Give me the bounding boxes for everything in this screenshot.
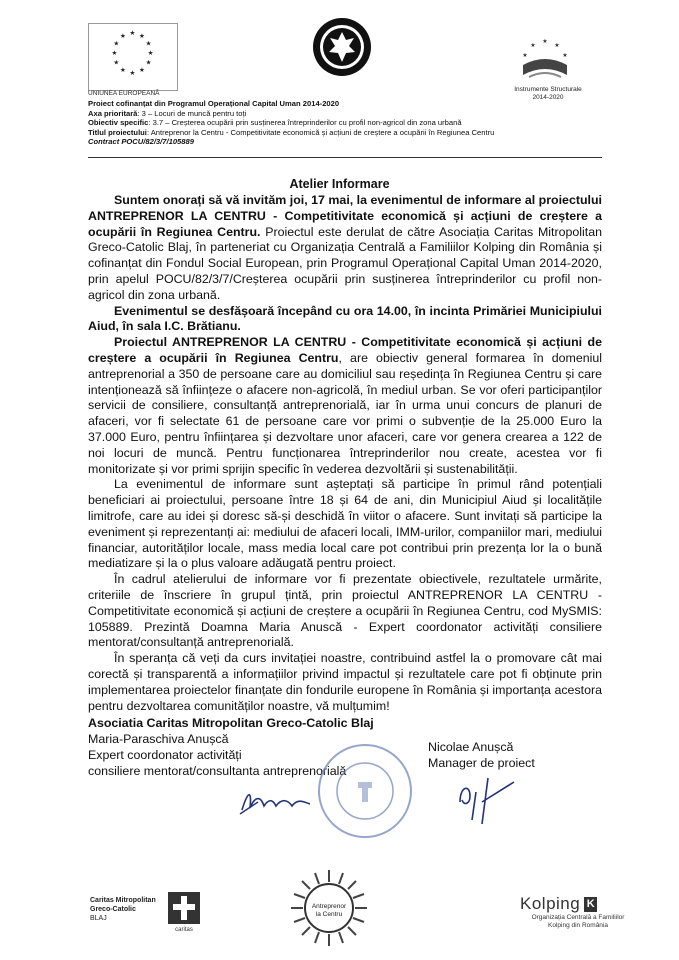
specific-objective-value: : 3.7 – Creșterea ocupării prin susținerea întreprinderilor cu profil non-agricol din zona urbană	[148, 118, 462, 128]
svg-text:★: ★	[113, 59, 120, 67]
svg-text:★: ★	[120, 32, 126, 40]
organization-name: Asociatia Caritas Mitropolitan Greco-Catolic Blaj	[88, 716, 374, 730]
eu-label: UNIUNEA EUROPEANĂ	[88, 90, 160, 97]
paragraph-invitation	[88, 193, 602, 304]
kolping-subtitle-line1: Organizația Centrală a Familiilor	[531, 914, 625, 921]
document-body	[88, 193, 602, 714]
caritas-footer-line2: Greco-Catolic	[90, 906, 136, 913]
organization-stamp-icon	[316, 742, 414, 840]
svg-text:★: ★	[113, 40, 120, 48]
svg-text:★: ★	[145, 40, 152, 48]
right-signatory-name: Nicolae Anușcă	[428, 740, 514, 754]
contract-number: Contract POCU/82/3/7/105889	[88, 137, 194, 147]
location-bold: Evenimentul se desfășoară începând cu ora 14.00, în incinta Primăriei Municipiului Aiud, în sala I.C. Brătianu.	[88, 303, 602, 334]
kolping-wordmark: Kolping	[520, 894, 581, 913]
project-title-value: : Antreprenor la Centru - Competitivitate economică și acțiuni de creștere a ocupării în Regiunea Centru	[146, 127, 495, 137]
left-signatory-role2: consiliere mentorat/consultanta antreprenorială	[88, 763, 347, 778]
svg-text:★: ★	[139, 67, 145, 74]
specific-objective-line	[88, 118, 648, 128]
kolping-subtitle	[520, 914, 636, 929]
svg-text:★: ★	[522, 53, 528, 59]
sun-logo-text-bottom: la Centru	[315, 911, 343, 918]
project-title-label: Titlul proiectului	[88, 127, 147, 137]
right-signature-icon	[454, 772, 520, 828]
project-bold: Proiectul ANTREPRENOR LA CENTRU - Competitivitate economică și acțiuni de creștere a ocupării în Regiunea Centru	[88, 335, 602, 365]
structural-instruments-label-line2: 2014-2020	[532, 93, 564, 101]
structural-instruments-logo-icon	[515, 35, 575, 87]
antreprenor-la-centru-logo-icon	[289, 868, 369, 948]
invitation-text: Proiectul este derulat de către Asociația Caritas Mitropolitan Greco-Catolic Blaj, în parteneriat cu Organizația Centrală a Familiilor Kolping din România și cofinanțat din Fondul Social European, prin Programul Operațional Capital Uman 2014-2020, prin apelul POCU/82/3/7/Creșterea ocupării prin susținerea întreprinderilor cu profil non-agricol din zona urbană.	[88, 224, 602, 302]
priority-axis-label: Axa prioritară	[88, 108, 138, 118]
project-title-line	[88, 128, 648, 138]
invitation-bold: Suntem onorați să vă invităm joi, 17 mai, la evenimentul de informare al proiectului ANTREPRENOR LA CENTRU - Competitivitate economică și acțiuni de creștere a ocupării în Regiunea Centru.	[88, 193, 602, 239]
project-text: , are obiectiv general formarea în domeniul antreprenorial a 350 de persoane care au domiciliul sau reședința în Regiunea Centru și care intenționează să înființeze o afacere non-agricolă, în mediul urban. Se vor oferi participanților servicii de consiliere, consultanță antreprenorială, iar în urma unui concurs de planuri de afaceri, vor fi selectate 61 de persoane care vor primi o subvenție de la 25.000 Euro la 37.000 Euro, pentru înființarea și dezvoltare unor afaceri, care vor genera crearea a 122 de noi locuri de muncă. Pentru funcționarea întreprinderilor nou create, acestea vor fi monitorizate și vor primi sprijin specific în vederea dezvoltării și sustenabilității.	[88, 350, 602, 476]
svg-text:★: ★	[562, 53, 568, 59]
paragraph-closing: În speranța că veți da curs invitației noastre, contribuind astfel la o promovare cât mai corectă și transparentă a informațiilor privind impactul și rezultatele care pot fi obținute prin implementarea proiectelor finanțate din fondurile europene în România și importanța acestora pentru dezvoltarea comunităților noastre, vă mulțumim!	[88, 651, 602, 713]
priority-axis-line	[88, 109, 648, 119]
right-signatory-role: Manager de proiect	[428, 755, 535, 770]
caritas-logo-word: caritas	[175, 927, 193, 932]
project-info-block	[88, 99, 648, 147]
svg-text:★: ★	[111, 49, 118, 57]
svg-text:★: ★	[139, 32, 145, 40]
svg-text:★: ★	[120, 67, 126, 74]
caritas-footer-text	[90, 896, 156, 923]
caritas-footer-line3: BLAJ	[90, 915, 107, 922]
paragraph-participants: La evenimentul de informare sunt așteptați să participe în primul rând potențiali beneficiari ai proiectului, persoane între 18 și 64 de ani, din Municipiul Aiud și localitățile limitrofe, care au idei și doresc să-și deschidă în viitor o afacere. Sunt invitați să participe la eveniment și reprezentanți ai: mediului de afaceri locali, IMM-urilor, companiilor mari, mediului financiar, autorităților locale, mass media local care pot contribui prin prezența lor la o bună mediatizare și la o plus valoare adăugată pentru proiect.	[88, 477, 602, 571]
svg-text:★: ★	[542, 39, 548, 45]
kolping-subtitle-line2: Kolping din România	[548, 921, 608, 929]
caritas-footer-line1: Caritas Mitropolitan	[90, 897, 156, 904]
priority-axis-value: : 3 – Locuri de muncă pentru toți	[137, 108, 247, 118]
svg-text:★: ★	[145, 59, 152, 67]
svg-text:★: ★	[129, 69, 136, 77]
paragraph-project	[88, 335, 602, 477]
document-title: Atelier Informare	[289, 177, 390, 191]
svg-text:★: ★	[147, 49, 154, 57]
kolping-logo	[520, 894, 650, 929]
left-signatory-role1: Expert coordonator activități	[88, 747, 242, 762]
paragraph-workshop: În cadrul atelierului de informare vor fi prezentate obiectivele, rezultatele urmărite, criteriile de înscriere în grupul țintă, prin proiectul ANTREPRENOR LA CENTRU - Competitivitate economică și acțiuni de creștere a ocupării în Regiunea Centru, cod MySMIS: 105889. Prezintă Doamna Maria Anuscă - Expert coordonator activități consiliere mentorat/consultanță antreprenorială.	[88, 572, 602, 650]
left-signatory-name: Maria-Paraschiva Anușcă	[88, 732, 229, 746]
right-signatory	[428, 740, 535, 772]
caritas-cross-logo-icon	[168, 892, 200, 932]
kolping-k-icon: K	[584, 897, 597, 912]
left-signatory	[88, 732, 346, 779]
left-signature-icon	[238, 780, 318, 820]
government-seal-icon	[311, 16, 373, 78]
paragraph-location	[88, 304, 602, 336]
project-cofinance-line: Proiect cofinanțat din Programul Operațional Capital Uman 2014-2020	[88, 99, 340, 108]
specific-objective-label: Obiectiv specific	[88, 118, 149, 128]
svg-text:★: ★	[554, 43, 560, 49]
structural-instruments-label-line1: Instrumente Structurale	[514, 86, 582, 93]
svg-text:★: ★	[129, 29, 136, 37]
svg-text:★: ★	[530, 43, 536, 49]
header-divider	[88, 157, 602, 158]
sun-logo-text-top: Antreprenor	[311, 903, 347, 910]
eu-flag-icon	[104, 29, 161, 77]
